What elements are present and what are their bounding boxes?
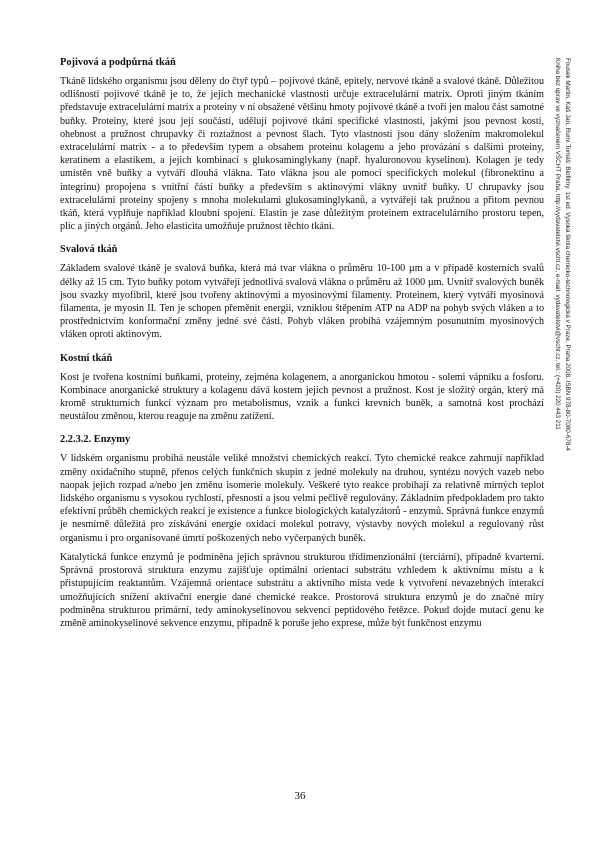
paragraph: V lidském organismu probíhá neustále veliké množství chemických reakcí. Tyto chemické reakce zahrnují například změny oxidačního stupně, přenos celých funkčních skupin z jedné molekuly na druhou, syntézu nových vazeb nebo naopak jejich rozpad a/nebo jen změnu isomerie molekuly. Veškeré tyto reakce probíhají za relativně mírných teplot lidského organismu s vysokou rychlostí, přesností a jsou velmi pečlivě regulovány. Základním předpokladem pro takto efektivní průběh chemických reakcí je existence a funkce biologických katalyzátorů - enzymů. Správná funkce enzymů je nesmírně důležitá pro získávání energie oxidací molekul potravy, výstavby nových molekul a regulovaný růst organismu i pro organisované úmrtí poškozených nebo vyčerpaných buněk. <box>60 453 544 544</box>
page-content <box>60 56 544 630</box>
paragraph: Katalytická funkce enzymů je podmíněna jejich správnou strukturou třídimenzionální (terciární), případně kvarterní. Správná prostorová struktura enzymu zajišťuje optimální orientaci substrátu vzhledem k aktivnímu místu a k přistupujícím reaktantům. Vzájemná orientace substrátu a aktivního místa vede k vytvoření nevazebných interakcí umožňujících snížení aktivační energie dané chemické reakce. Prostorová struktura enzymů je do značné míry podmíněna strukturou primární, tedy aminokyselinovou sekvencí peptidového řetězce. Pokud dojde mutací genu ke změně aminokyselinové sekvence enzymu, případně k poruše jeho exprese, může být funkčnost enzymu <box>60 551 544 629</box>
paragraph: Základem svalové tkáně je svalová buňka, která má tvar vlákna o průměru 10-100 µm a v případě kosterních svalů délky až 15 cm. Tyto buňky potom vytvářejí jednotlivá svalová vlákna o průměru až 1000 µm. Uvnitř svalových buněk jsou svazky myofibril, které jsou tvořeny aktinovými a myosinovými filamenty. Proteinem, který vytváří myosinová filamenta, je myosin II. Ten je schopen přeměnit energii, vzniklou štěpením ATP na ADP na pohyb svých vláken a to prostřednictvím konformační změny jedné své části. Pohyb vláken probíhá vzájemným posunutním myosinových vláken oproti aktinovým. <box>60 263 544 341</box>
section-muscle-tissue <box>60 243 544 341</box>
publication-info-line-1: Fousek Martin, Káš Jan, Rumí Tomáš: Biofilmy. 1st ed. Vysoká škola chemicko-technologická v Praze, Praha 2008, ISBN 978-80-7080-678-4 <box>564 58 571 451</box>
section-heading: Pojivová a podpůrná tkáň <box>60 57 176 68</box>
section-connective-tissue <box>60 56 544 233</box>
section-bone-tissue <box>60 352 544 424</box>
section-enzymes <box>60 433 544 630</box>
paragraph: Tkáně lidského organismu jsou děleny do čtyř typů – pojivové tkáně, epitely, nervové tkáně a svalové tkáně. Důležitou odlišností pojivové tkáně je to, že jejich mechanické vlastnosti určuje extracelulární matrix. Oproti jiným tkáním představuje extracelulární matrix a proteiny v ní obsažené většinu hmoty pojivové tkáně a tvoří jen malou část samotné buňky. Proteiny, které jsou její součástí, udělují pojivové tkáni specifické vlastnosti, jakými jsou pevnost kostí, ohebnost a pružnost chrupavky či roztažnost a pevnost šlach. Tyto vlastnosti jsou dány složením makromolekul extracelulární matrix - a to především typem a obsahem proteinu kolagenu a jeho provázání s dalšími proteiny, keratinem a elastikem, a jejich kombinací s glukosaminglykany (např. hyaluronovou kyselinou). Kolagen je tedy umístěn vně buňky a vytváří dlouhá vlákna. Tato vlákna jsou ale pomocí specifických molekul (fibronektinu a integrinu) propojena s vnitřní částí buňky a především s aktinovými vlákny uvnitř buňky. U chrupavky jsou extracelulární proteiny spojeny s mnoha molekulami glukosaminglykanů, a vytvářejí tak pružnou a přitom pevnou tkáň, která vyplňuje například kloubní spojení. Elastin je zase důležitým proteinem extracelulárního prostoru tepen, plic a jiných orgánů. Jeho elasticita umožňuje pružnost těchto tkání. <box>60 76 544 233</box>
section-heading: Kostní tkáň <box>60 352 113 364</box>
page-number: 36 <box>294 790 306 802</box>
paragraph: Kost je tvořena kostními buňkami, proteiny, zejména kolagenem, a anorganickou hmotou - solemi vápníku a fosforu. Kombinace anorganické struktury a kolagenu dává kostem jejich pevnost a pružnost. Kost je složitý orgán, který má kromě strukturních funkcí význam pro metabolismus, vznik a funkci krevních buněk, a samotná kost prochází neustálou změnou, kterou reaguje na změnu zatížení. <box>60 371 544 423</box>
section-heading: 2.2.3.2. Enzymy <box>60 434 131 446</box>
section-heading: Svalová tkáň <box>60 244 118 256</box>
publication-info-line-2: Kniha bez úprav ve vyznačeném VŠCHT Praha, http://vydavatelstvi.vscht.cz, e-mail: vydavatelstvi@vscht.cz, tel.: (+420) 220 443 211 <box>554 58 561 430</box>
publication-info-sidebar <box>544 58 572 618</box>
